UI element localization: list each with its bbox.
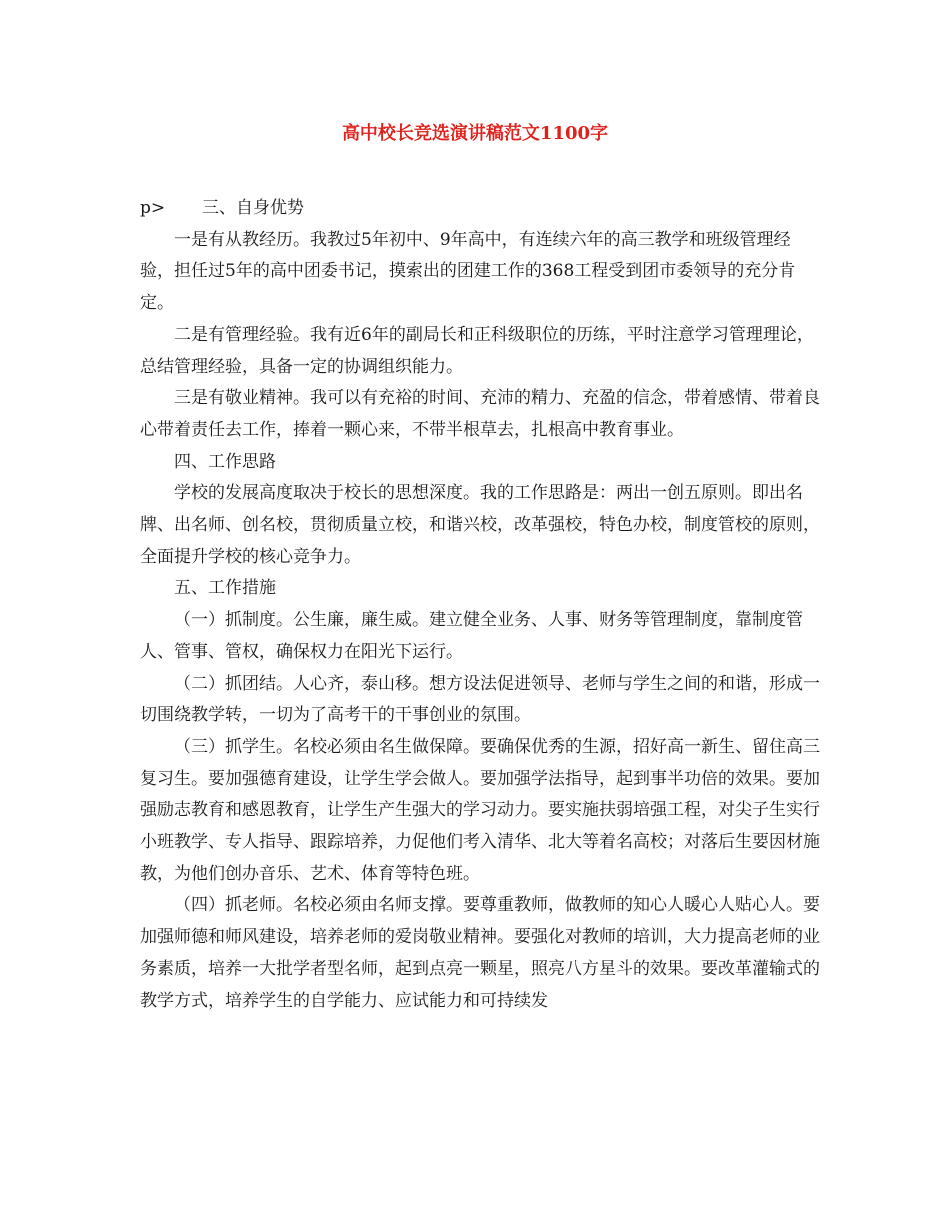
paragraph: （一）抓制度。公生廉，廉生威。建立健全业务、人事、财务等管理制度，靠制度管人、管事、管权，确保权力在阳光下运行。 [140, 610, 803, 662]
section-heading-advantages [140, 193, 820, 225]
paragraph: （三）抓学生。名校必须由名生做保障。要确保优秀的生源，招好高一新生、留住高三复习生。要加强德育建设，让学生学会做人。要加强学法指导，起到事半功倍的效果。要加强励志教育和感恩教育，让学生产生强大的学习动力。要实施扶弱培强工程，对尖子生实行小班教学、专人指导、跟踪培养，力促他们考入清华、北大等着名高校；对落后生要因材施教，为他们创办音乐、艺术、体育等特色班。 [140, 736, 820, 884]
paragraph: 一是有从教经历。我教过5年初中、9年高中，有连续六年的高三教学和班级管理经验，担任过5年的高中团委书记，摸索出的团建工作的368工程受到团市委领导的充分肯定。 [140, 229, 796, 314]
paragraph: 二是有管理经验。我有近6年的副局长和正科级职位的历练，平时注意学习管理理论，总结管理经验，具备一定的协调组织能力。 [140, 324, 814, 377]
document-title: 高中校长竞选演讲稿范文1100字 [341, 123, 609, 144]
section-heading-measures: 五、工作措施 [174, 578, 276, 599]
document-body [140, 193, 820, 1017]
paragraph: （二）抓团结。人心齐，泰山移。想方设法促进领导、老师与学生之间的和谐，形成一切围绕教学转，一切为了高考干的干事创业的氛围。 [140, 673, 820, 726]
paragraph: 三是有敬业精神。我可以有充裕的时间、充沛的精力、充盈的信念，带着感情、带着良心带着责任去工作，捧着一颗心来，不带半根草去，扎根高中教育事业。 [140, 388, 820, 440]
paragraph: （四）抓老师。名校必须由名师支撑。要尊重教师，做教师的知心人暖心人贴心人。要加强师德和师风建设，培养老师的爱岗敬业精神。要强化对教师的培训，大力提高老师的业务素质，培养一大批学者型名师，起到点亮一颗星，照亮八方星斗的效果。要改革灌输式的教学方式，培养学生的自学能力、应试能力和可持续发 [140, 895, 820, 1011]
section-heading-ideas: 四、工作思路 [174, 451, 276, 472]
stray-prefix: p> [140, 198, 166, 218]
section-heading-text: 三、自身优势 [202, 198, 304, 218]
paragraph: 学校的发展高度取决于校长的思想深度。我的工作思路是：两出一创五原则。即出名牌、出名师、创名校，贯彻质量立校，和谐兴校，改革强校，特色办校，制度管校的原则，全面提升学校的核心竞争力。 [140, 483, 820, 567]
